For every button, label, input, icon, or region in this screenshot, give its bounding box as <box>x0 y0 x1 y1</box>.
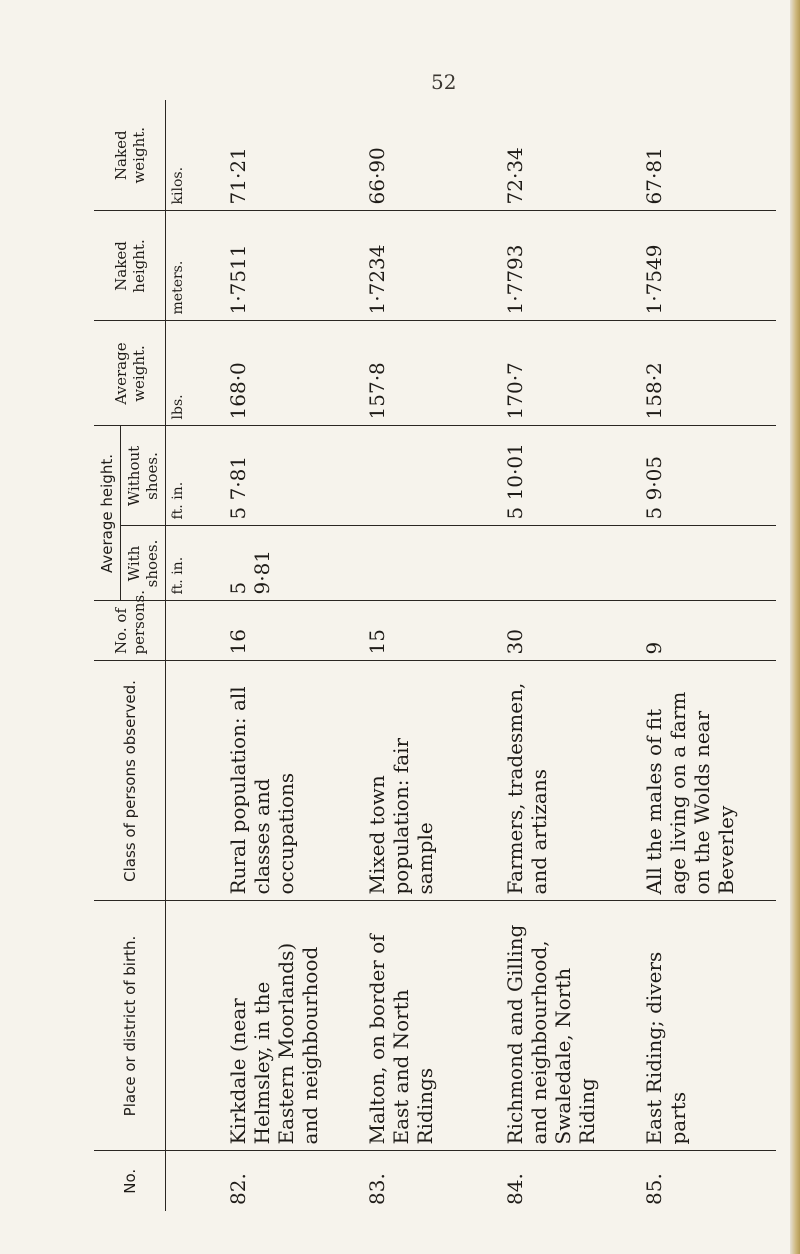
row-average-weight: 157·8 <box>361 321 499 426</box>
header-average-weight: Average weight. <box>94 321 166 426</box>
row-without-shoes: 5 10·01 <box>499 426 637 526</box>
table-row <box>361 100 499 1211</box>
row-class: Farmers, tradesmen, and artizans <box>499 661 637 901</box>
row-place: Malton, on border of East and North Ridings <box>361 901 499 1151</box>
unit-with-shoes: ft. in. <box>166 526 223 601</box>
header-average-height: Average height. <box>94 426 121 601</box>
row-no: 82. <box>226 1173 251 1205</box>
page-number: 52 <box>431 70 457 94</box>
unit-average-weight: lbs. <box>166 321 223 426</box>
row-place: East Riding; divers parts <box>638 901 776 1151</box>
row-persons: 15 <box>361 601 499 661</box>
row-average-weight: 158·2 <box>638 321 776 426</box>
row-place: Kirkdale (near Helmsley, in the Eastern Moorlands) and neighbourhood <box>222 901 360 1151</box>
row-class: Rural population: all classes and occupations <box>222 661 360 901</box>
header-no-persons: No. of persons. <box>94 601 166 661</box>
row-naked-weight: 72·34 <box>499 100 637 211</box>
row-without-shoes: 5 7·81 <box>222 426 360 526</box>
row-no: 83. <box>364 1173 389 1205</box>
row-naked-weight: 71·21 <box>222 100 360 211</box>
table-row <box>638 100 776 1211</box>
table-row <box>499 100 637 1211</box>
row-naked-height: 1·7549 <box>638 211 776 321</box>
row-average-weight: 170·7 <box>499 321 637 426</box>
page-edge <box>790 0 800 1254</box>
header-class: Class of persons observed. <box>94 661 166 901</box>
row-with-shoes: 5 9·81 <box>222 526 360 601</box>
row-place: Richmond and Gilling and neighbourhood, Swaledale, North Riding <box>499 901 637 1151</box>
row-without-shoes <box>361 426 499 526</box>
row-naked-weight: 67·81 <box>638 100 776 211</box>
row-average-weight: 168·0 <box>222 321 360 426</box>
header-no: No. <box>94 1151 166 1211</box>
row-persons: 30 <box>499 601 637 661</box>
row-class: Mixed town population: fair sample <box>361 661 499 901</box>
row-persons: 9 <box>638 601 776 661</box>
row-without-shoes: 5 9·05 <box>638 426 776 526</box>
unit-naked-height: meters. <box>166 211 223 321</box>
row-naked-height: 1·7234 <box>361 211 499 321</box>
table-row <box>222 100 360 1211</box>
header-without-shoes: Without shoes. <box>121 426 166 526</box>
row-with-shoes <box>638 526 776 601</box>
row-naked-height: 1·7511 <box>222 211 360 321</box>
row-no: 84. <box>503 1173 528 1205</box>
unit-naked-weight: kilos. <box>166 100 223 211</box>
unit-without-shoes: ft. in. <box>166 426 223 526</box>
data-table <box>94 100 776 1211</box>
row-with-shoes <box>361 526 499 601</box>
row-naked-weight: 66·90 <box>361 100 499 211</box>
row-no: 85. <box>641 1173 666 1205</box>
header-with-shoes: With shoes. <box>121 526 166 601</box>
row-class: All the males of fit age living on a farm on the Wolds near Beverley <box>638 661 776 901</box>
header-naked-height: Naked height. <box>94 211 166 321</box>
header-naked-weight: Naked weight. <box>94 100 166 211</box>
row-with-shoes <box>499 526 637 601</box>
row-persons: 16 <box>222 601 360 661</box>
row-naked-height: 1·7793 <box>499 211 637 321</box>
header-place: Place or district of birth. <box>94 901 166 1151</box>
